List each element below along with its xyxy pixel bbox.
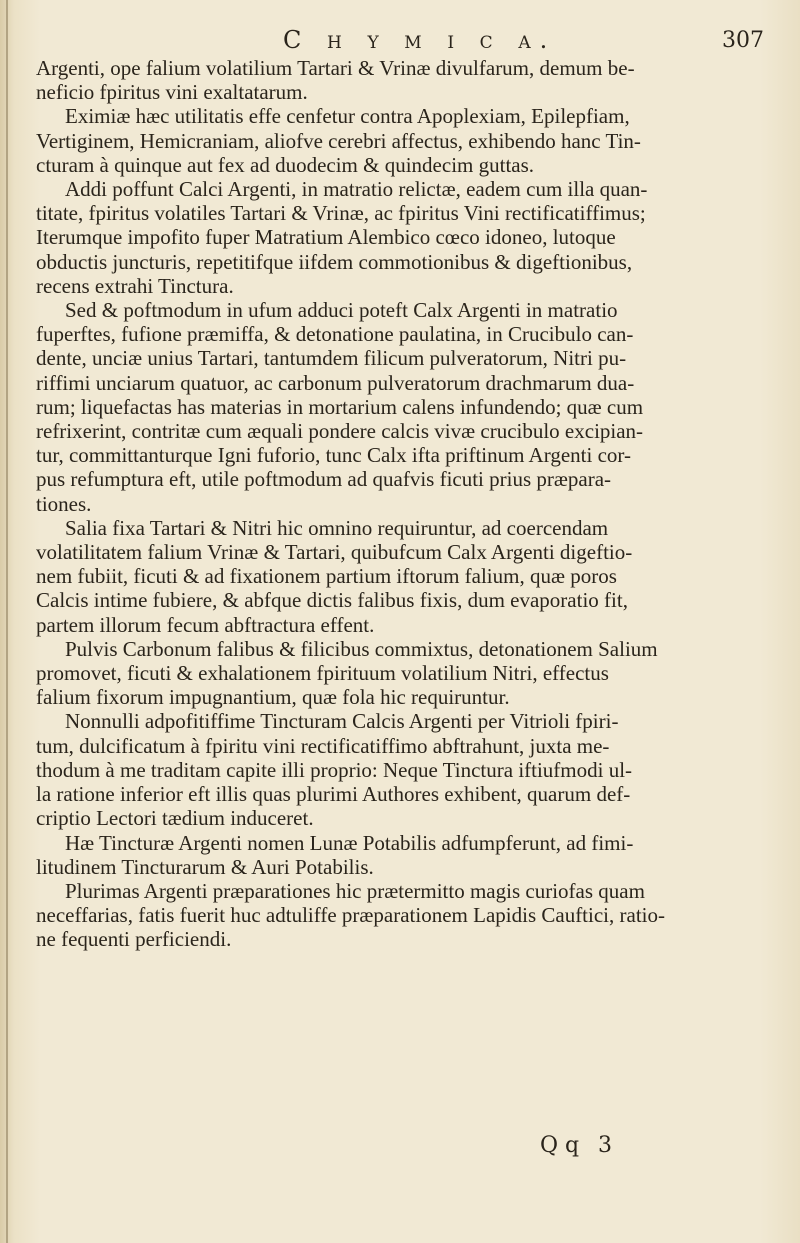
text-line: neceffarias, fatis fuerit huc adtuliffe præparationem Lapidis Cauftici, ratio- <box>36 903 665 928</box>
text-line: rum; liquefactas has materias in mortarium calens infundendo; quæ cum <box>36 394 644 419</box>
text-line: Addi poffunt Calci Argenti, in matratio relictæ, eadem cum illa quan- <box>65 177 648 202</box>
text-line: Vertiginem, Hemicraniam, aliofve cerebri affectus, exhibendo hanc Tin- <box>36 128 641 153</box>
text-line: Calcis intime fubiere, & abfque dictis falibus fixis, dum evaporatio fit, <box>36 588 628 613</box>
text-line: refrixerint, contritæ cum æquali pondere calcis vivæ crucibulo excipian- <box>36 419 644 444</box>
text-line: Sed & poftmodum in ufum adduci poteft Calx Argenti in matratio <box>65 298 618 323</box>
text-line: Nonnulli adpofitiffime Tincturam Calcis Argenti per Vitrioli fpiri- <box>65 709 619 734</box>
text-line: Salia fixa Tartari & Nitri hic omnino requiruntur, ad coercendam <box>65 515 609 540</box>
paragraph <box>36 879 776 952</box>
text-line: Plurimas Argenti præparationes hic prætermitto magis curiofas quam <box>65 878 645 903</box>
text-line: tur, committanturque Igni fuforio, tunc Calx ifta priftinum Argenti cor- <box>36 443 631 468</box>
text-line: dente, unciæ unius Tartari, tantumdem filicum pulveratorum, Nitri pu- <box>36 346 627 371</box>
text-line: la ratione inferior eft illis quas plurimi Authores exhibent, quarum def- <box>36 782 631 807</box>
text-line: fuperftes, fufione præmiffa, & detonatione paulatina, in Crucibulo can- <box>36 322 634 347</box>
paragraph <box>36 637 776 710</box>
paragraph <box>36 104 776 177</box>
text-line: tiones. <box>36 491 92 516</box>
text-line: litudinem Tincturarum & Auri Potabilis. <box>36 854 374 879</box>
page-number: 307 <box>722 28 764 53</box>
page-header <box>0 26 800 56</box>
text-line: Hæ Tincturæ Argenti nomen Lunæ Potabilis adfumpferunt, ad fimi- <box>65 830 634 855</box>
text-line: pus refumptura eft, utile poftmodum ad quafvis ficuti prius præpara- <box>36 467 612 492</box>
text-line: Argenti, ope falium volatilium Tartari & Vrinæ divulfarum, demum be- <box>36 56 635 80</box>
text-line: obductis juncturis, repetitifque iifdem commotionibus & digeftionibus, <box>36 249 633 274</box>
text-line: Eximiæ hæc utilitatis effe cenfetur contra Apoplexiam, Epilepfiam, <box>65 104 630 129</box>
text-line: Pulvis Carbonum falibus & filicibus commixtus, detonationem Salium <box>65 636 658 661</box>
paragraph <box>36 516 776 637</box>
running-head: C h y m i c a. <box>283 26 557 54</box>
signature-mark: 3 <box>598 1133 612 1158</box>
text-line: Iterumque impofito fuper Matratium Alembico cœco idoneo, lutoque <box>36 225 616 250</box>
text-line: titate, fpiritus volatiles Tartari & Vrinæ, ac fpiritus Vini rectificatiffimus; <box>36 201 646 226</box>
text-line: neficio fpiritus vini exaltatarum. <box>36 80 308 105</box>
paragraph <box>36 298 776 516</box>
text-line: partem illorum fecum abftractura effent. <box>36 612 375 637</box>
text-line: cturam à quinque aut fex ad duodecim & quindecim guttas. <box>36 152 535 177</box>
text-line: volatilitatem falium Vrinæ & Tartari, quibufcum Calx Argenti digeftio- <box>36 540 633 565</box>
text-line: falium fixorum impugnantium, quæ fola hic requiruntur. <box>36 685 510 710</box>
binding-edge <box>6 0 8 1243</box>
text-line: criptio Lectori tædium induceret. <box>36 806 314 831</box>
text-line: tum, dulcificatum à fpiritu vini rectificatiffimo abftrahunt, juxta me- <box>36 733 610 758</box>
text-line: nem fubiit, ficuti & ad fixationem partium iftorum falium, quæ poros <box>36 564 617 589</box>
paragraph <box>36 56 776 104</box>
page-footer <box>0 1133 800 1173</box>
paragraph <box>36 177 776 298</box>
text-line: thodum à me traditam capite illi proprio: Neque Tinctura iftiufmodi ul- <box>36 757 633 782</box>
catchword: Q q <box>540 1133 580 1158</box>
text-line: ne fequenti perficiendi. <box>36 927 232 952</box>
text-line: promovet, ficuti & exhalationem fpirituum volatilium Nitri, effectus <box>36 661 609 686</box>
paragraph <box>36 709 776 830</box>
text-line: riffimi unciarum quatuor, ac carbonum pulveratorum drachmarum dua- <box>36 370 635 395</box>
text-line: recens extrahi Tinctura. <box>36 273 234 298</box>
paragraph <box>36 831 776 879</box>
body-text <box>36 56 776 952</box>
